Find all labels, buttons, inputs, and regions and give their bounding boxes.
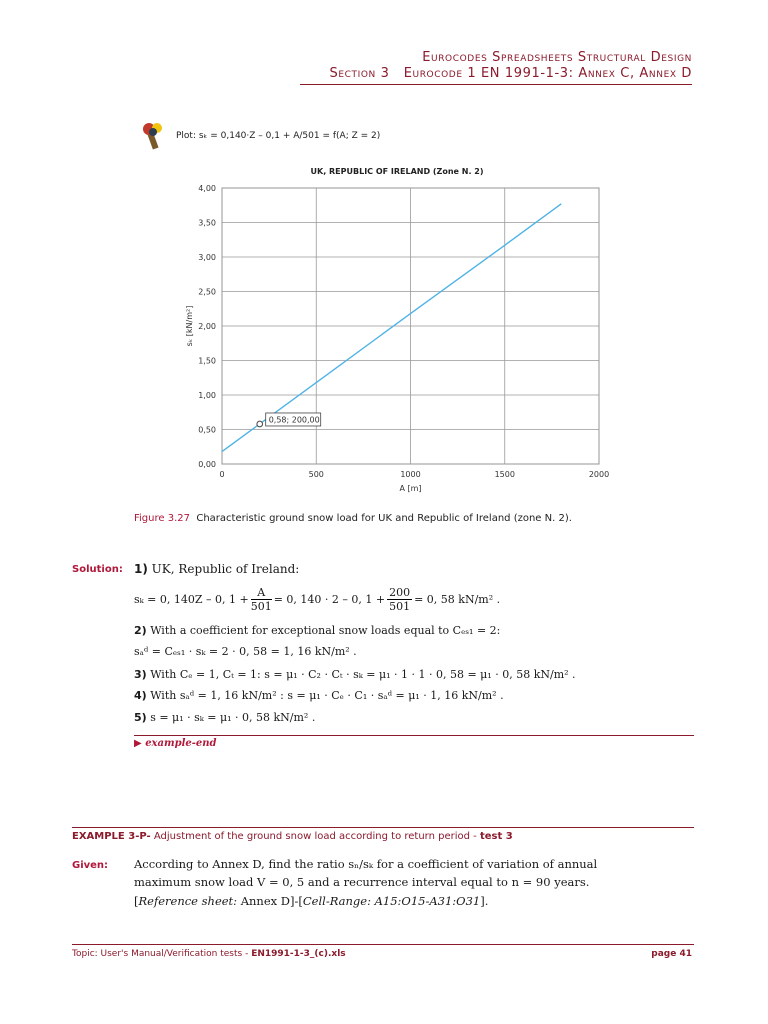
x-tick-label: 0 (219, 470, 225, 479)
eq1-c: = 0, 58 kN/m² . (414, 592, 501, 606)
example-end (134, 738, 217, 749)
step2-text: With a coefficient for exceptional snow loads equal to Cₑₛ₁ = 2: (150, 624, 501, 637)
y-tick-label: 4,00 (198, 184, 216, 193)
eq1-frac2 (387, 586, 412, 613)
step5-num: 5) (134, 711, 147, 724)
chart-x-label: A [m] (399, 484, 422, 493)
footer-topic (72, 949, 346, 959)
step5 (134, 711, 315, 724)
figure-caption (134, 513, 572, 524)
solution-label: Solution: (72, 564, 123, 575)
step3-num: 3) (134, 668, 147, 681)
ref-sheet-label: Reference sheet: (138, 894, 238, 908)
y-tick-label: 1,50 (198, 356, 216, 366)
eq1-frac1-den: 501 (250, 599, 272, 613)
header-section (330, 66, 693, 81)
chart-y-ticks (198, 184, 216, 469)
eq1 (134, 584, 500, 614)
figure-label: Figure 3.27 (134, 513, 190, 524)
example-rule (72, 827, 694, 828)
section-label: Section 3 (329, 66, 390, 81)
section-title: Eurocode 1 EN 1991-1-3: Annex C, Annex D (403, 66, 692, 81)
step1-text: UK, Republic of Ireland: (151, 562, 300, 576)
annotation-label: 0,58; 200,00 (268, 415, 320, 425)
chart-y-label: sₖ [kN/m²] (185, 305, 194, 347)
example-title: Adjustment of the ground snow load according to return period - (153, 831, 477, 842)
ref-prefix: [ (134, 894, 139, 908)
chart-x-ticks (219, 470, 609, 479)
ref-sheet: Annex D]-[ (240, 894, 303, 908)
example-header (72, 831, 513, 842)
ref-range: A15:O15-A31:O31 (374, 894, 481, 908)
step3 (134, 668, 576, 681)
chart (170, 160, 620, 500)
eq2: sₐᵈ = Cₑₛ₁ · sₖ = 2 · 0, 58 = 1, 16 kN/m² . (134, 645, 357, 658)
eq1-frac1-num: A (251, 586, 272, 600)
step4 (134, 689, 504, 702)
x-tick-label: 1000 (400, 470, 421, 479)
eq1-frac2-num: 200 (389, 585, 411, 599)
example-test: test 3 (479, 831, 513, 842)
y-tick-label: 0,50 (198, 425, 216, 435)
eq1-a: sₖ = 0, 140Z – 0, 1 + (134, 592, 249, 606)
step2 (134, 624, 500, 637)
x-tick-label: 500 (308, 470, 324, 479)
example-id: EXAMPLE 3-P- (72, 831, 151, 842)
header-rule (300, 84, 692, 85)
brush-icon (140, 121, 166, 151)
plot-caption: Plot: sₖ = 0,140·Z – 0,1 + A/501 = f(A; Z = 2) (176, 131, 381, 141)
x-tick-label: 1500 (494, 470, 515, 479)
step1 (134, 562, 299, 576)
step4-num: 4) (134, 689, 147, 702)
y-tick-label: 1,00 (198, 391, 216, 400)
y-tick-label: 2,50 (198, 287, 216, 297)
chart-title: UK, REPUBLIC OF IRELAND (Zone N. 2) (310, 167, 484, 176)
annotation-point (257, 421, 263, 427)
footer-file: EN1991-1-3_(c).xls (251, 949, 346, 959)
solution-end-rule (134, 735, 694, 736)
ref-range-label: Cell-Range: (302, 894, 371, 908)
footer-page: page 41 (651, 949, 692, 959)
step3-text: With Cₑ = 1, Cₜ = 1: s = μ₁ · C₂ · Cₜ · sₖ = μ₁ · 1 · 1 · 0, 58 = μ₁ · 0, 58 kN/m² . (150, 668, 576, 681)
arrow-icon: ▶ (134, 738, 142, 749)
step4-text: With sₐᵈ = 1, 16 kN/m² : s = μ₁ · Cₑ · C₁ · sₐᵈ = μ₁ · 1, 16 kN/m² . (150, 689, 504, 702)
eq1-frac1 (251, 586, 272, 613)
eq1-frac2-den: 501 (389, 599, 411, 613)
header-title: Eurocodes Spreadsheets Structural Design (422, 50, 692, 65)
footer-topic-label: Topic: User's Manual/Verification tests - (72, 949, 249, 959)
eq1-b: = 0, 140 · 2 – 0, 1 + (273, 592, 386, 606)
footer-rule (72, 944, 694, 945)
y-tick-label: 3,00 (198, 253, 216, 262)
step5-text: s = μ₁ · sₖ = μ₁ · 0, 58 kN/m² . (150, 711, 316, 724)
chart-annotation (257, 413, 321, 427)
step1-num: 1) (134, 562, 148, 576)
y-tick-label: 2,00 (198, 322, 216, 331)
y-tick-label: 0,00 (198, 460, 216, 469)
ref-suffix: ]. (480, 894, 489, 908)
given-line1: According to Annex D, find the ratio sₙ/sₖ for a coefficient of variation of annual (134, 857, 598, 871)
x-tick-label: 2000 (588, 470, 610, 479)
reference-line (134, 894, 488, 908)
example-end-label: example-end (145, 738, 217, 749)
given-label: Given: (72, 860, 109, 871)
step2-num: 2) (134, 624, 147, 637)
y-tick-label: 3,50 (198, 218, 216, 228)
given-line2: maximum snow load V = 0, 5 and a recurrence interval equal to n = 90 years. (134, 875, 590, 889)
figure-caption-text: Characteristic ground snow load for UK and Republic of Ireland (zone N. 2). (196, 513, 572, 524)
